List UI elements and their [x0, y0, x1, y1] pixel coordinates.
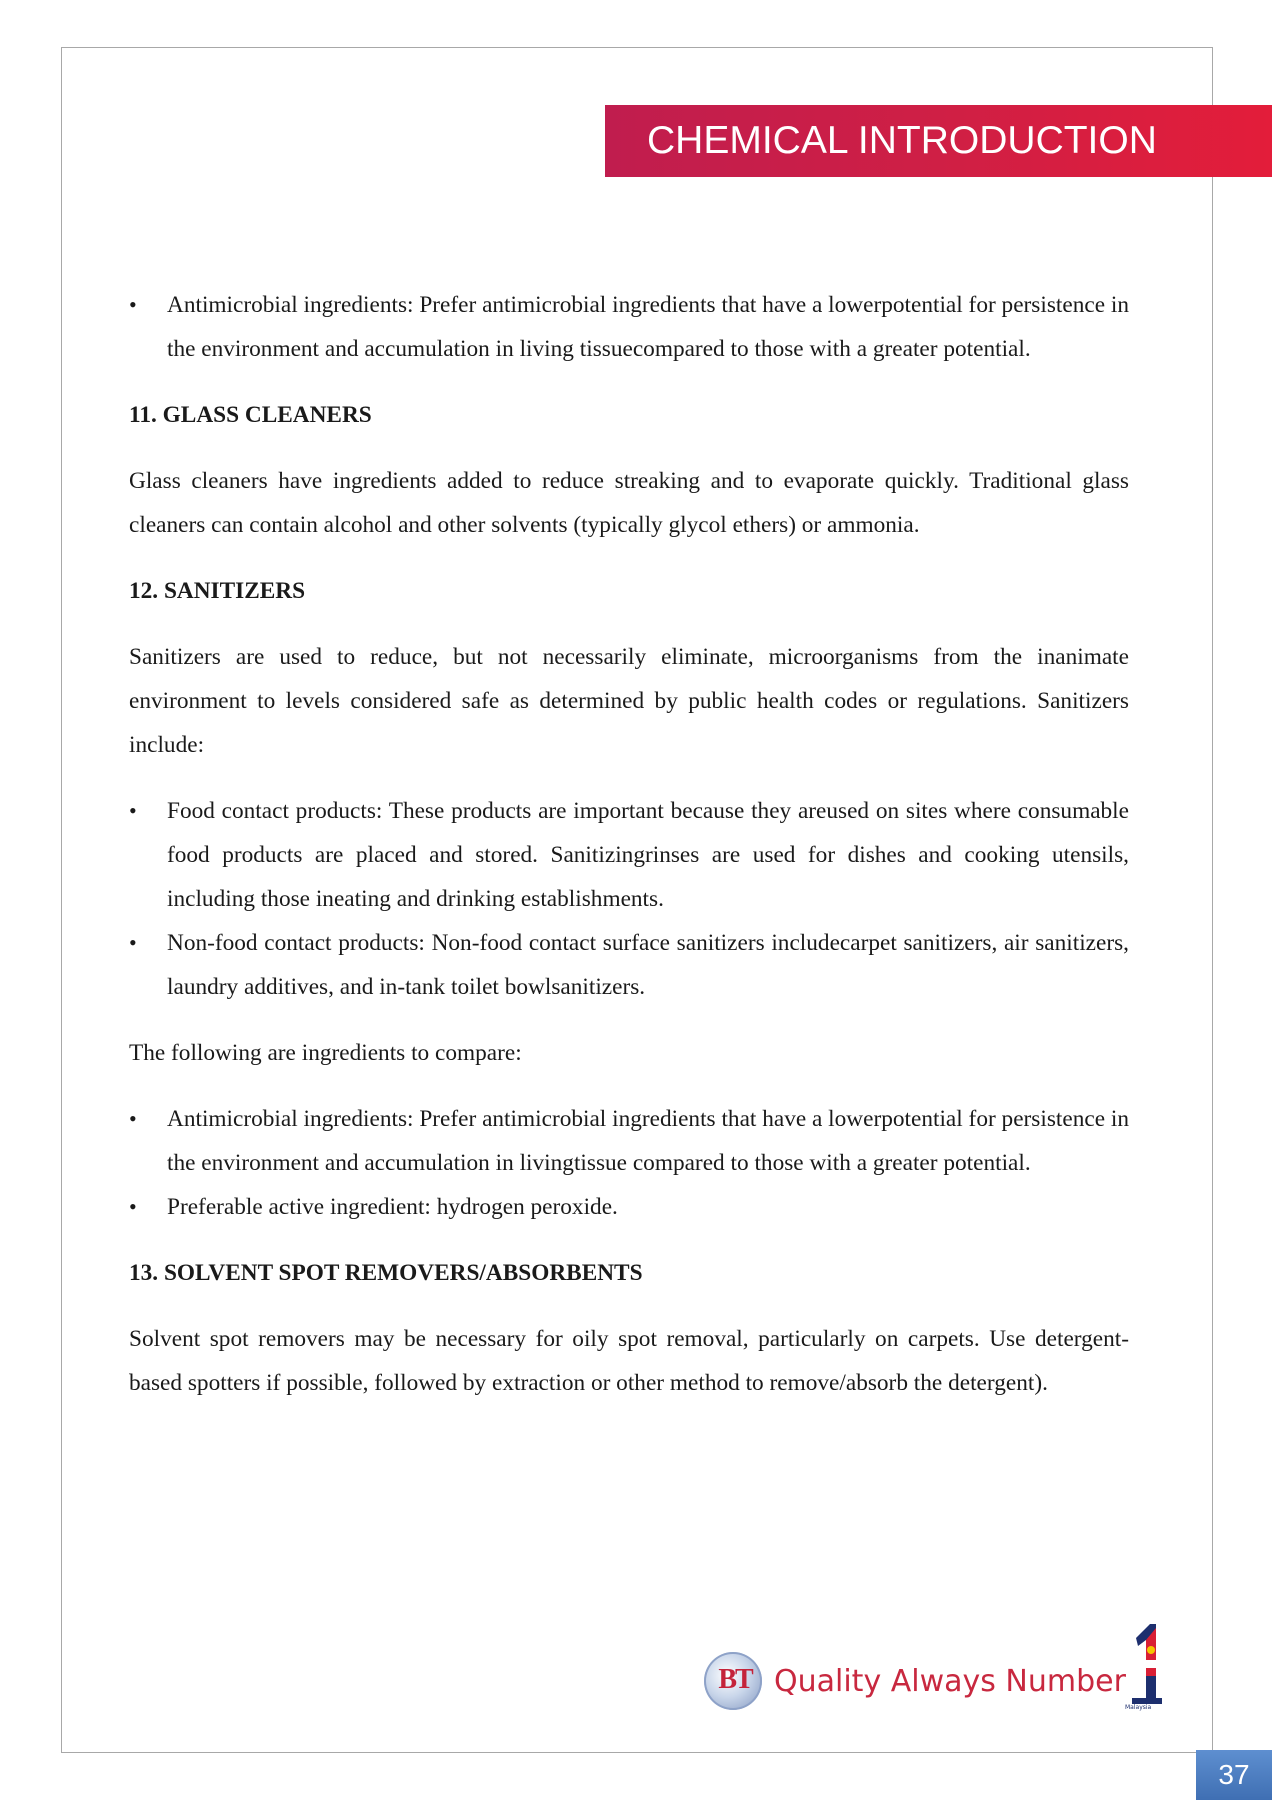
footer-logo	[700, 1620, 1175, 1712]
list-item: • Food contact products: These products are important because they areused on sites where consumable food products are placed and stored. Sanitizingrinses are used for dishes and cooking utensils, including those ineating and drinking establishments.	[129, 789, 1129, 921]
section-heading-sanitizers: 12. SANITIZERS	[129, 578, 306, 604]
list-item: • Non-food contact products: Non-food contact surface sanitizers includecarpet sanitizers, air sanitizers, laundry additives, and in-tank toilet bowlsanitizers.	[129, 921, 1129, 1009]
section-heading-solvent-spot: 13. SOLVENT SPOT REMOVERS/ABSORBENTS	[129, 1260, 643, 1286]
list-item: • Antimicrobial ingredients: Prefer antimicrobial ingredients that have a lowerpotential for persistence in the environment and accumulation in living tissuecompared to those with a greater potential.	[129, 283, 1129, 371]
number-one-flag-icon	[1132, 1620, 1162, 1704]
paragraph-compare-intro: The following are ingredients to compare:	[129, 1040, 522, 1066]
paragraph-sanitizers: Sanitizers are used to reduce, but not necessarily eliminate, microorganisms from the inanimate environment to levels considered safe as determined by public health codes or regulations. Sanitizers include:	[129, 644, 1129, 758]
list-item: • Preferable active ingredient: hydrogen peroxide.	[129, 1185, 1129, 1229]
logo-mark: BT	[718, 1664, 752, 1695]
section-heading-glass-cleaners: 11. GLASS CLEANERS	[129, 402, 372, 428]
list-item: • Antimicrobial ingredients: Prefer antimicrobial ingredients that have a lowerpotential for persistence in the environment and accumulation in livingtissue compared to those with a greater potential.	[129, 1097, 1129, 1185]
header-banner	[605, 105, 1272, 177]
paragraph-solvent-spot: Solvent spot removers may be necessary for oily spot removal, particularly on carpets. Use detergent-based spotters if possible, followed by extraction or other method to remove/absorb the detergent).	[129, 1326, 1129, 1396]
logo-country: Malaysia	[1125, 1704, 1152, 1711]
intro-bullet-list	[129, 283, 1129, 371]
logo-tagline: Quality Always Number	[774, 1664, 1126, 1699]
compare-bullet-list	[129, 1097, 1129, 1229]
document-body	[129, 283, 1129, 1427]
header-title: CHEMICAL INTRODUCTION	[647, 119, 1157, 162]
paragraph-glass-cleaners: Glass cleaners have ingredients added to reduce streaking and to evaporate quickly. Traditional glass cleaners can contain alcohol and other solvents (typically glycol ethers) or ammonia.	[129, 468, 1129, 538]
sanitizers-bullet-list	[129, 789, 1129, 1009]
page-number: 37	[1196, 1750, 1272, 1800]
